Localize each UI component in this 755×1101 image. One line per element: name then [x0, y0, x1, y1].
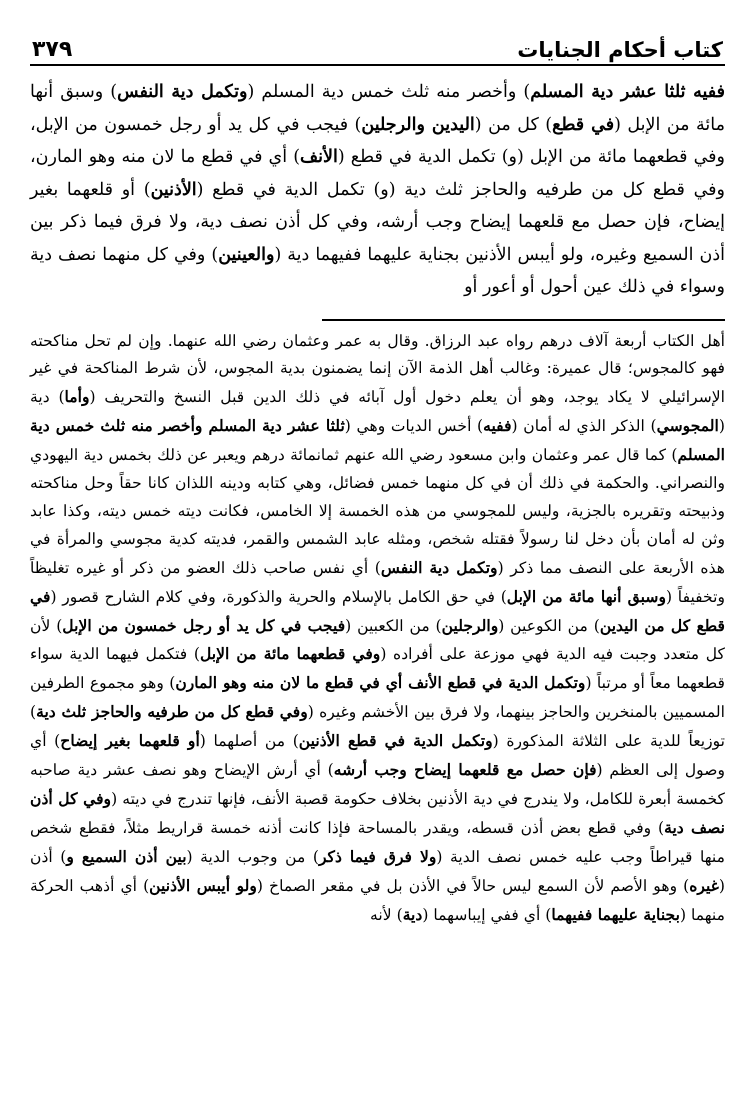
text-span: ) وهو الأصم لأن السمع ليس حالاً في الأذن بل في مقعر الصماخ ( [256, 876, 690, 895]
text-span: ) أي أرش الإيضاح وهو نصف عشر دية صاحبه كخمسة أبعرة للكامل، ولا يندرج في دية الأذنين بخلاف حكومة قصبة الأنف، فإنها تندرج في ديته ( [30, 761, 725, 808]
text-span: ) كما قال عمر وعثمان وابن مسعود رضي الله عنهم ثمانمائة درهم ويعبر عن ذلك بخمس دية اليهودي والنصراني. والحكمة في ذلك أن في كل منهما خمس فضائل، وهي كتابه ودينه اللذان كانا حقاً وحل مناكحته وذبيحته وتقريره بالجزية، وليس للمجوسي من هذه الخمسة إلا الخامس، فكانت ديته خمس ديته، وكذا عابد وثن له أمان بأن دخل لنا رسولاً فقتله شخص، ومثله عابد الشمس والقمر، فديته كدية مجوسي والمرأة في هذه الأربعة على النصف مما ذكر ( [30, 446, 725, 577]
text-span: ) أي نفس صاحب ذلك العضو من ذكر أو غيره تغليظاً وتخفيفاً ( [30, 558, 725, 606]
page-number: ٣٧٩ [32, 37, 73, 62]
commentary-paragraph [30, 328, 725, 930]
bold-span: فيجب في كل يد أو رجل خمسون من الإبل [62, 615, 346, 635]
text-span: ) أذن ( [30, 847, 725, 895]
bold-span: ثلثا عشر دية المسلم وأخصر منه ثلث خمس دية المسلم [30, 416, 725, 465]
main-paragraph [30, 76, 725, 304]
bold-span: وتكمل دية النفس [380, 557, 498, 577]
bold-span: ولو أيبس الأذنين [149, 875, 257, 895]
bold-span: في قطع [552, 114, 615, 135]
bold-span: اليدين والرجلين [361, 114, 475, 135]
text-span: ) من وجوب الدية ( [186, 847, 319, 866]
bold-span: وفي كل أذن نصف دية [30, 789, 726, 837]
bold-span: فإن حصل مع قلعهما إيضاح وجب أرشه [333, 760, 597, 780]
bold-span: ففيه [483, 416, 512, 436]
bold-span: ولا فرق فيما ذكر [318, 846, 437, 866]
bold-span: غيره [689, 875, 719, 895]
bold-span: في قطع كل من اليدين [30, 586, 725, 635]
bold-span: الأذنين [150, 179, 197, 200]
text-span: ) من الكوعين ( [498, 616, 600, 635]
main-text [30, 76, 725, 304]
text-span: ) توزيعاً للدية على الثلاثة المذكورة ( [30, 703, 725, 751]
commentary-text [30, 328, 725, 930]
text-span: ) أو قلعهما بغير إيضاح، فإن حصل مع قلعهما إيضاح وجب أرشه، وفي كل أذن نصف دية، ولا فرق فيما ذكر بين أذن السميع وغيره، ولو أيبس الأذنين بجناية عليهما ففيهما دية ( [30, 179, 726, 265]
text-span: ) في حق الكامل بالإسلام والحرية والذكورة، وفي كلام الشارح قصور ( [50, 587, 507, 606]
text-span: ) أخس الديات وهي ( [344, 417, 484, 436]
text-span: ) من الكعبين ( [345, 616, 442, 635]
text-span: ) أي أذهب الحركة منهما ( [30, 876, 725, 924]
text-span: ) أي ففي إيباسهما ( [422, 905, 552, 924]
bold-span: وسبق أنها مائة من الإبل [506, 586, 666, 606]
text-span: ) الذكر الذي له أمان ( [511, 417, 657, 436]
bold-span: وفي قطعهما مائة من الإبل [199, 644, 381, 664]
text-span: ) لأن كل متعدد وجبت فيه الدية فهي موزعة على أفراده ( [30, 616, 725, 664]
text-span: ) وسبق أنها مائة من الإبل ( [30, 82, 725, 135]
book-title: كتاب أحكام الجنايات [517, 38, 723, 62]
bold-span: بين أذن السميع و [66, 846, 187, 866]
text-span: ) وأخصر منه ثلث خمس دية المسلم ( [247, 82, 531, 102]
text-span: ) لأنه [370, 905, 403, 924]
bold-span: الأنف [300, 147, 338, 167]
text-span: ) كل من ( [474, 114, 553, 135]
bold-span: وتكمل الدية في قطع الأذنين [298, 731, 493, 751]
text-span: ) وفي كل منهما نصف دية وسواء في ذلك عين أحول أو أعور أو [30, 244, 725, 297]
bold-span: والعينين [218, 244, 275, 265]
footnote-divider [322, 319, 725, 321]
bold-span: دية [402, 904, 423, 924]
text-span: ) أي وصول إلى العظم ( [30, 732, 726, 780]
bold-span: وتكمل الدية في قطع الأنف أي في قطع ما لان منه وهو المارن [175, 673, 586, 693]
bold-span: والرجلين [441, 615, 499, 635]
book-page [30, 22, 725, 1091]
bold-span: بجناية عليهما ففيهما [551, 904, 680, 924]
text-span: ) فيجب في كل يد أو رجل خمسون من الإبل، وفي قطعهما مائة من الإبل (و) تكمل الدية في قطع ( [30, 114, 725, 167]
bold-span: وتكمل دية النفس [117, 82, 248, 102]
text-span: ) من أصلهما ( [199, 732, 299, 751]
text-span: ) دية ( [30, 388, 725, 436]
text-span: ) وفي قطع بعض أذن قسطه، ويقدر بالمساحة فإذا كانت أذنه خمسة قراريط مثلاً، فقطع شخص منها قيراطاً وجب عليه خمس نصف الدية ( [30, 818, 725, 866]
bold-span: ففيه ثلثا عشر دية المسلم [530, 82, 725, 102]
bold-span: أو قلعهما بغير إيضاح [60, 731, 200, 751]
text-span: ) أي في قطع ما لان منه وهو المارن، وفي قطع كل من طرفيه والحاجز ثلث دية (و) تكمل الدية في قطع ( [30, 147, 725, 200]
text-span: أهل الكتاب أربعة آلاف درهم رواه عبد الرزاق. وقال به عمر وعثمان رضي الله عنهما. وإن لم تحل مناكحته فهو كالمجوس؛ قال عميرة: وغالب أهل الذمة الآن إنما يضمنون بدية المجوس، لأن شرط المناكحة في غير الإسرائيلي لا يكاد يوجد، وهو أن يعلم دخول أول آبائه في ذلك الدين قبل النسخ والتحريف ( [30, 331, 725, 407]
bold-span: المجوسي [656, 416, 719, 436]
text-span: ) وهو مجموع الطرفين المسميين بالمنخرين والحاجز بينهما، ولا فرق بين الأخشم وغيره ( [30, 674, 725, 722]
bold-span: وفي قطع كل من طرفيه والحاجز ثلث دية [36, 702, 308, 722]
text-span: ) فتكمل فيهما الدية سواء قطعهما معاً أو مرتباً ( [30, 645, 725, 693]
page-header [30, 22, 725, 66]
bold-span: وأما [64, 387, 90, 407]
